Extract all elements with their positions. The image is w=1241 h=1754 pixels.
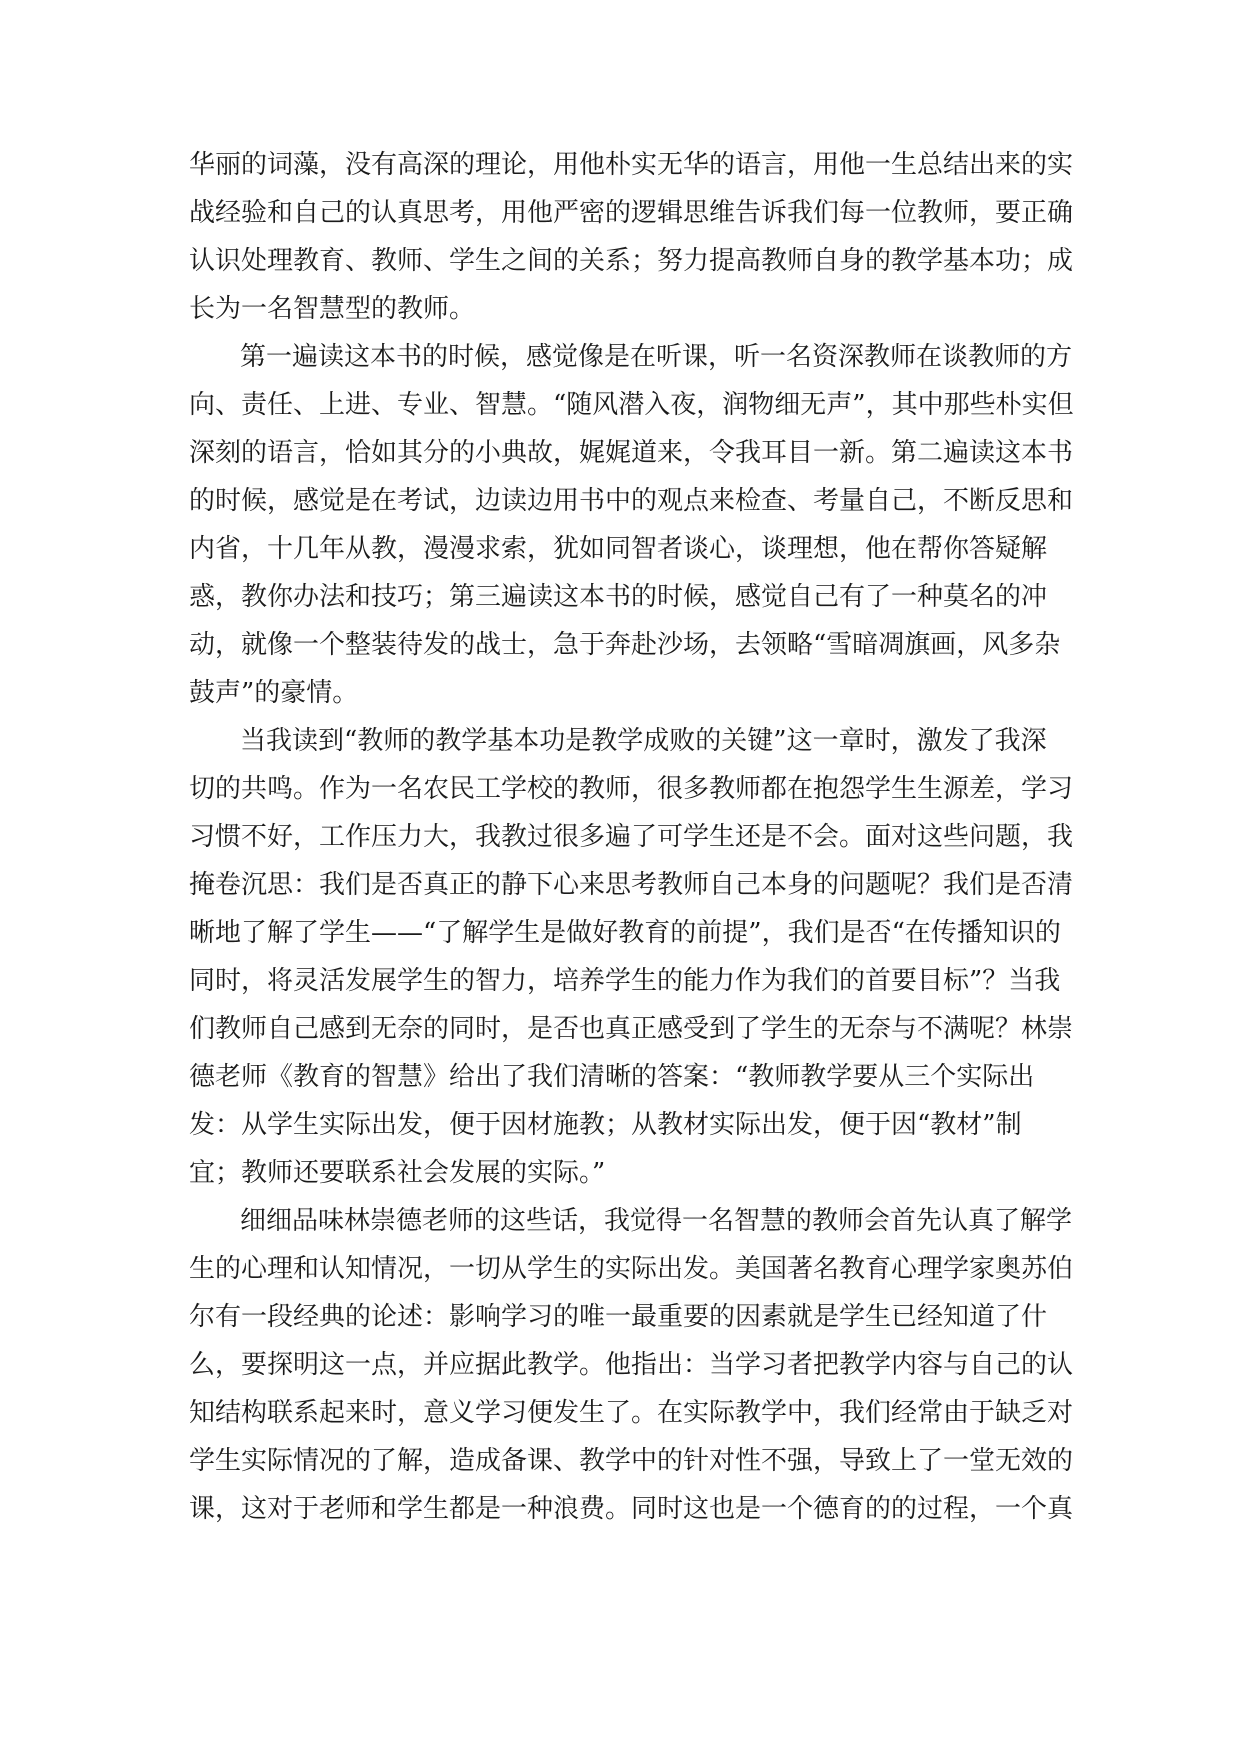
paragraph-start-line: 第一遍读这本书的时候，感觉像是在听课，听一名资深教师在谈教师的方 (240, 342, 1073, 372)
text-line: 认识处理教育、教师、学生之间的关系；努力提高教师自身的教学基本功；成 (189, 246, 1074, 276)
text-line: 知结构联系起来时，意义学习便发生了。在实际教学中，我们经常由于缺乏对 (189, 1398, 1074, 1428)
text-line: 华丽的词藻，没有高深的理论，用他朴实无华的语言，用他一生总结出来的实 (189, 150, 1074, 180)
text-line: 战经验和自己的认真思考，用他严密的逻辑思维告诉我们每一位教师，要正确 (189, 198, 1074, 228)
text-line: 们教师自己感到无奈的同时，是否也真正感受到了学生的无奈与不满呢？林崇 (189, 1014, 1074, 1044)
text-line: 发：从学生实际出发，便于因材施教；从教材实际出发，便于因“教材”制 (189, 1110, 1022, 1140)
text-line: 深刻的语言，恰如其分的小典故，娓娓道来，令我耳目一新。第二遍读这本书 (189, 438, 1074, 468)
text-line: 德老师《教育的智慧》给出了我们清晰的答案：“教师教学要从三个实际出 (189, 1062, 1035, 1092)
text-line: 鼓声”的豪情。 (189, 678, 359, 708)
text-line: 宜；教师还要联系社会发展的实际。” (189, 1158, 606, 1188)
text-line: 尔有一段经典的论述：影响学习的唯一最重要的因素就是学生已经知道了什 (189, 1302, 1048, 1332)
paragraph-start-line: 细细品味林崇德老师的这些话，我觉得一名智慧的教师会首先认真了解学 (240, 1206, 1073, 1236)
text-line: 长为一名智慧型的教师。 (189, 294, 476, 324)
text-line: 内省，十几年从教，漫漫求索，犹如同智者谈心，谈理想，他在帮你答疑解 (189, 534, 1048, 564)
text-line: 生的心理和认知情况，一切从学生的实际出发。美国著名教育心理学家奥苏伯 (189, 1254, 1074, 1284)
text-line: 掩卷沉思：我们是否真正的静下心来思考教师自己本身的问题呢？我们是否清 (189, 870, 1074, 900)
text-line: 晰地了解了学生——“了解学生是做好教育的前提”，我们是否“在传播知识的 (189, 918, 1061, 948)
text-line: 动，就像一个整装待发的战士，急于奔赴沙场，去领略“雪暗凋旗画，风多杂 (189, 630, 1061, 660)
text-line: 么，要探明这一点，并应据此教学。他指出：当学习者把教学内容与自己的认 (189, 1350, 1074, 1380)
paragraph-start-line: 当我读到“教师的教学基本功是教学成败的关键”这一章时，激发了我深 (240, 726, 1047, 756)
text-line: 学生实际情况的了解，造成备课、教学中的针对性不强，导致上了一堂无效的 (189, 1446, 1074, 1476)
text-line: 同时，将灵活发展学生的智力，培养学生的能力作为我们的首要目标”？当我 (189, 966, 1061, 996)
text-line: 向、责任、上进、专业、智慧。“随风潜入夜，润物细无声”，其中那些朴实但 (189, 390, 1074, 420)
text-line: 的时候，感觉是在考试，边读边用书中的观点来检查、考量自己，不断反思和 (189, 486, 1074, 516)
text-line: 切的共鸣。作为一名农民工学校的教师，很多教师都在抱怨学生生源差，学习 (189, 774, 1074, 804)
text-line: 习惯不好，工作压力大，我教过很多遍了可学生还是不会。面对这些问题，我 (189, 822, 1074, 852)
text-line: 课，这对于老师和学生都是一种浪费。同时这也是一个德育的的过程，一个真 (189, 1494, 1074, 1524)
text-line: 惑，教你办法和技巧；第三遍读这本书的时候，感觉自己有了一种莫名的冲 (189, 582, 1048, 612)
